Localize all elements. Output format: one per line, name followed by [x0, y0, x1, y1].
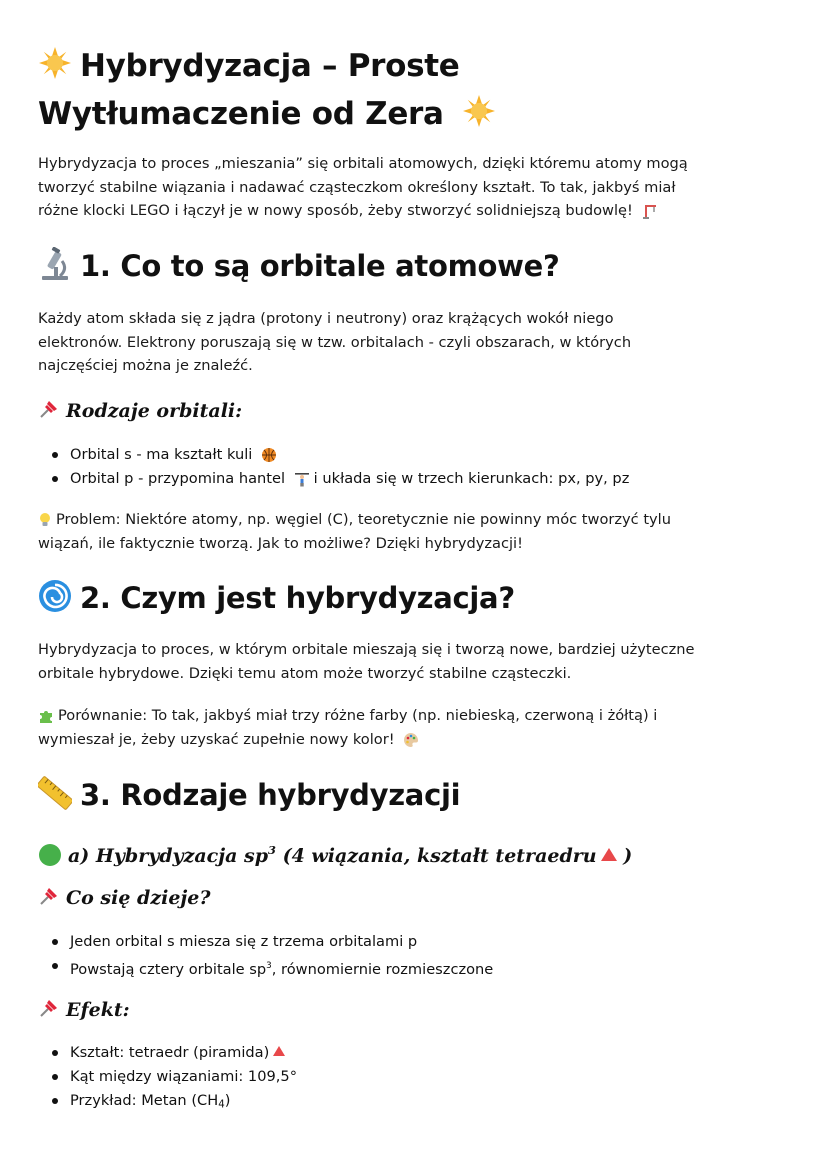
- effect-heading: Efekt:: [38, 996, 798, 1024]
- list-item: Przykład: Metan $(CH_4)$: [52, 1089, 297, 1118]
- orbital-types-heading: Rodzaje orbitali:: [38, 397, 798, 425]
- sun-icon: [38, 46, 72, 80]
- paragraph-line: orbitale hybrydowe. Dzięki temu atom może tworzyć stabilne cząsteczki.: [38, 664, 572, 682]
- sun-icon: [462, 94, 496, 128]
- paragraph-line: elektronów. Elektrony poruszają się w tzw. orbitalach - czyli obszarach, w których: [38, 333, 632, 351]
- section-3-heading: 3. Rodzaje hybrydyzacji: [38, 775, 798, 815]
- orbital-types-list: [52, 443, 629, 491]
- section-2-heading: 2. Czym jest hybrydyzacja?: [38, 578, 798, 618]
- paragraph-line: wiązań, ile faktycznie tworzą. Jak to możliwe? Dzięki hybrydyzacji!: [38, 534, 523, 552]
- paragraph-line: Porównanie: To tak, jakbyś miał trzy różne farby (np. niebieską, czerwoną i żółtą) i: [38, 704, 790, 728]
- list-item: Kształt: tetraedr (piramida): [52, 1041, 297, 1065]
- title-line-1: Hybrydyzacja – Proste: [38, 42, 798, 90]
- pushpin-icon: [38, 997, 60, 1019]
- green-circle-icon: [38, 843, 62, 867]
- what-happens-heading: Co się dzieje?: [38, 884, 798, 912]
- effect-list: [52, 1041, 297, 1118]
- what-happens-list: [52, 930, 493, 982]
- list-item: Jeden orbital s miesza się z trzema orbitalami p: [52, 930, 493, 954]
- intro-line: Hybrydyzacja to proces „mieszania” się orbitali atomowych, dzięki któremu atomy mogą: [38, 155, 688, 172]
- crane-icon: [642, 203, 658, 219]
- list-item: Orbital s - ma kształt kuli: [52, 443, 629, 467]
- basketball-icon: [261, 447, 277, 463]
- paragraph-line: wymieszał je, żeby uzyskać zupełnie nowy kolor!: [38, 728, 790, 752]
- pushpin-icon: [38, 885, 60, 907]
- title-line-2: Wytłumaczenie od Zera: [38, 90, 798, 138]
- puzzle-icon: [38, 708, 54, 724]
- weightlifter-icon: [294, 471, 310, 487]
- comparison-note: [38, 704, 790, 751]
- section-1-paragraph: [38, 307, 790, 378]
- paragraph-line: Problem: Niektóre atomy, np. węgiel (C), teoretycznie nie powinny móc tworzyć tylu: [38, 508, 790, 532]
- sp3-heading: a) Hybrydyzacja $sp^3$ (4 wiązania, kształt tetraedru ): [38, 836, 798, 870]
- intro-line: różne klocki LEGO i łączył je w nowy sposób, żeby stworzyć solidniejszą budowlę!: [38, 199, 790, 223]
- cyclone-icon: [38, 579, 72, 613]
- problem-note: [38, 508, 790, 555]
- page-title: [38, 42, 798, 138]
- intro-line: tworzyć stabilne wiązania i nadawać cząsteczkom określony kształt. To tak, jakbyś miał: [38, 178, 676, 196]
- pushpin-icon: [38, 398, 60, 420]
- red-triangle-icon: [273, 1046, 285, 1056]
- section-2-paragraph: [38, 638, 790, 685]
- intro-paragraph: [38, 152, 790, 223]
- paragraph-line: Każdy atom składa się z jądra (protony i neutrony) oraz krążących wokół niego: [38, 310, 614, 327]
- palette-icon: [403, 732, 419, 748]
- red-triangle-icon: [601, 848, 617, 861]
- paragraph-line: Hybrydyzacja to proces, w którym orbitale mieszają się i tworzą nowe, bardziej użyteczne: [38, 641, 695, 658]
- list-item: Powstają cztery orbitale $sp^3$, równomiernie rozmieszczone: [52, 954, 493, 982]
- paragraph-line: najczęściej można je znaleźć.: [38, 357, 253, 374]
- section-1-heading: 1. Co to są orbitale atomowe?: [38, 246, 798, 286]
- lightbulb-icon: [38, 512, 52, 528]
- list-item: Kąt między wiązaniami: 109,5°: [52, 1065, 297, 1089]
- microscope-icon: [38, 247, 72, 281]
- ruler-icon: [38, 776, 72, 810]
- list-item: Orbital p - przypomina hantel i układa się w trzech kierunkach: px, py, pz: [52, 467, 629, 491]
